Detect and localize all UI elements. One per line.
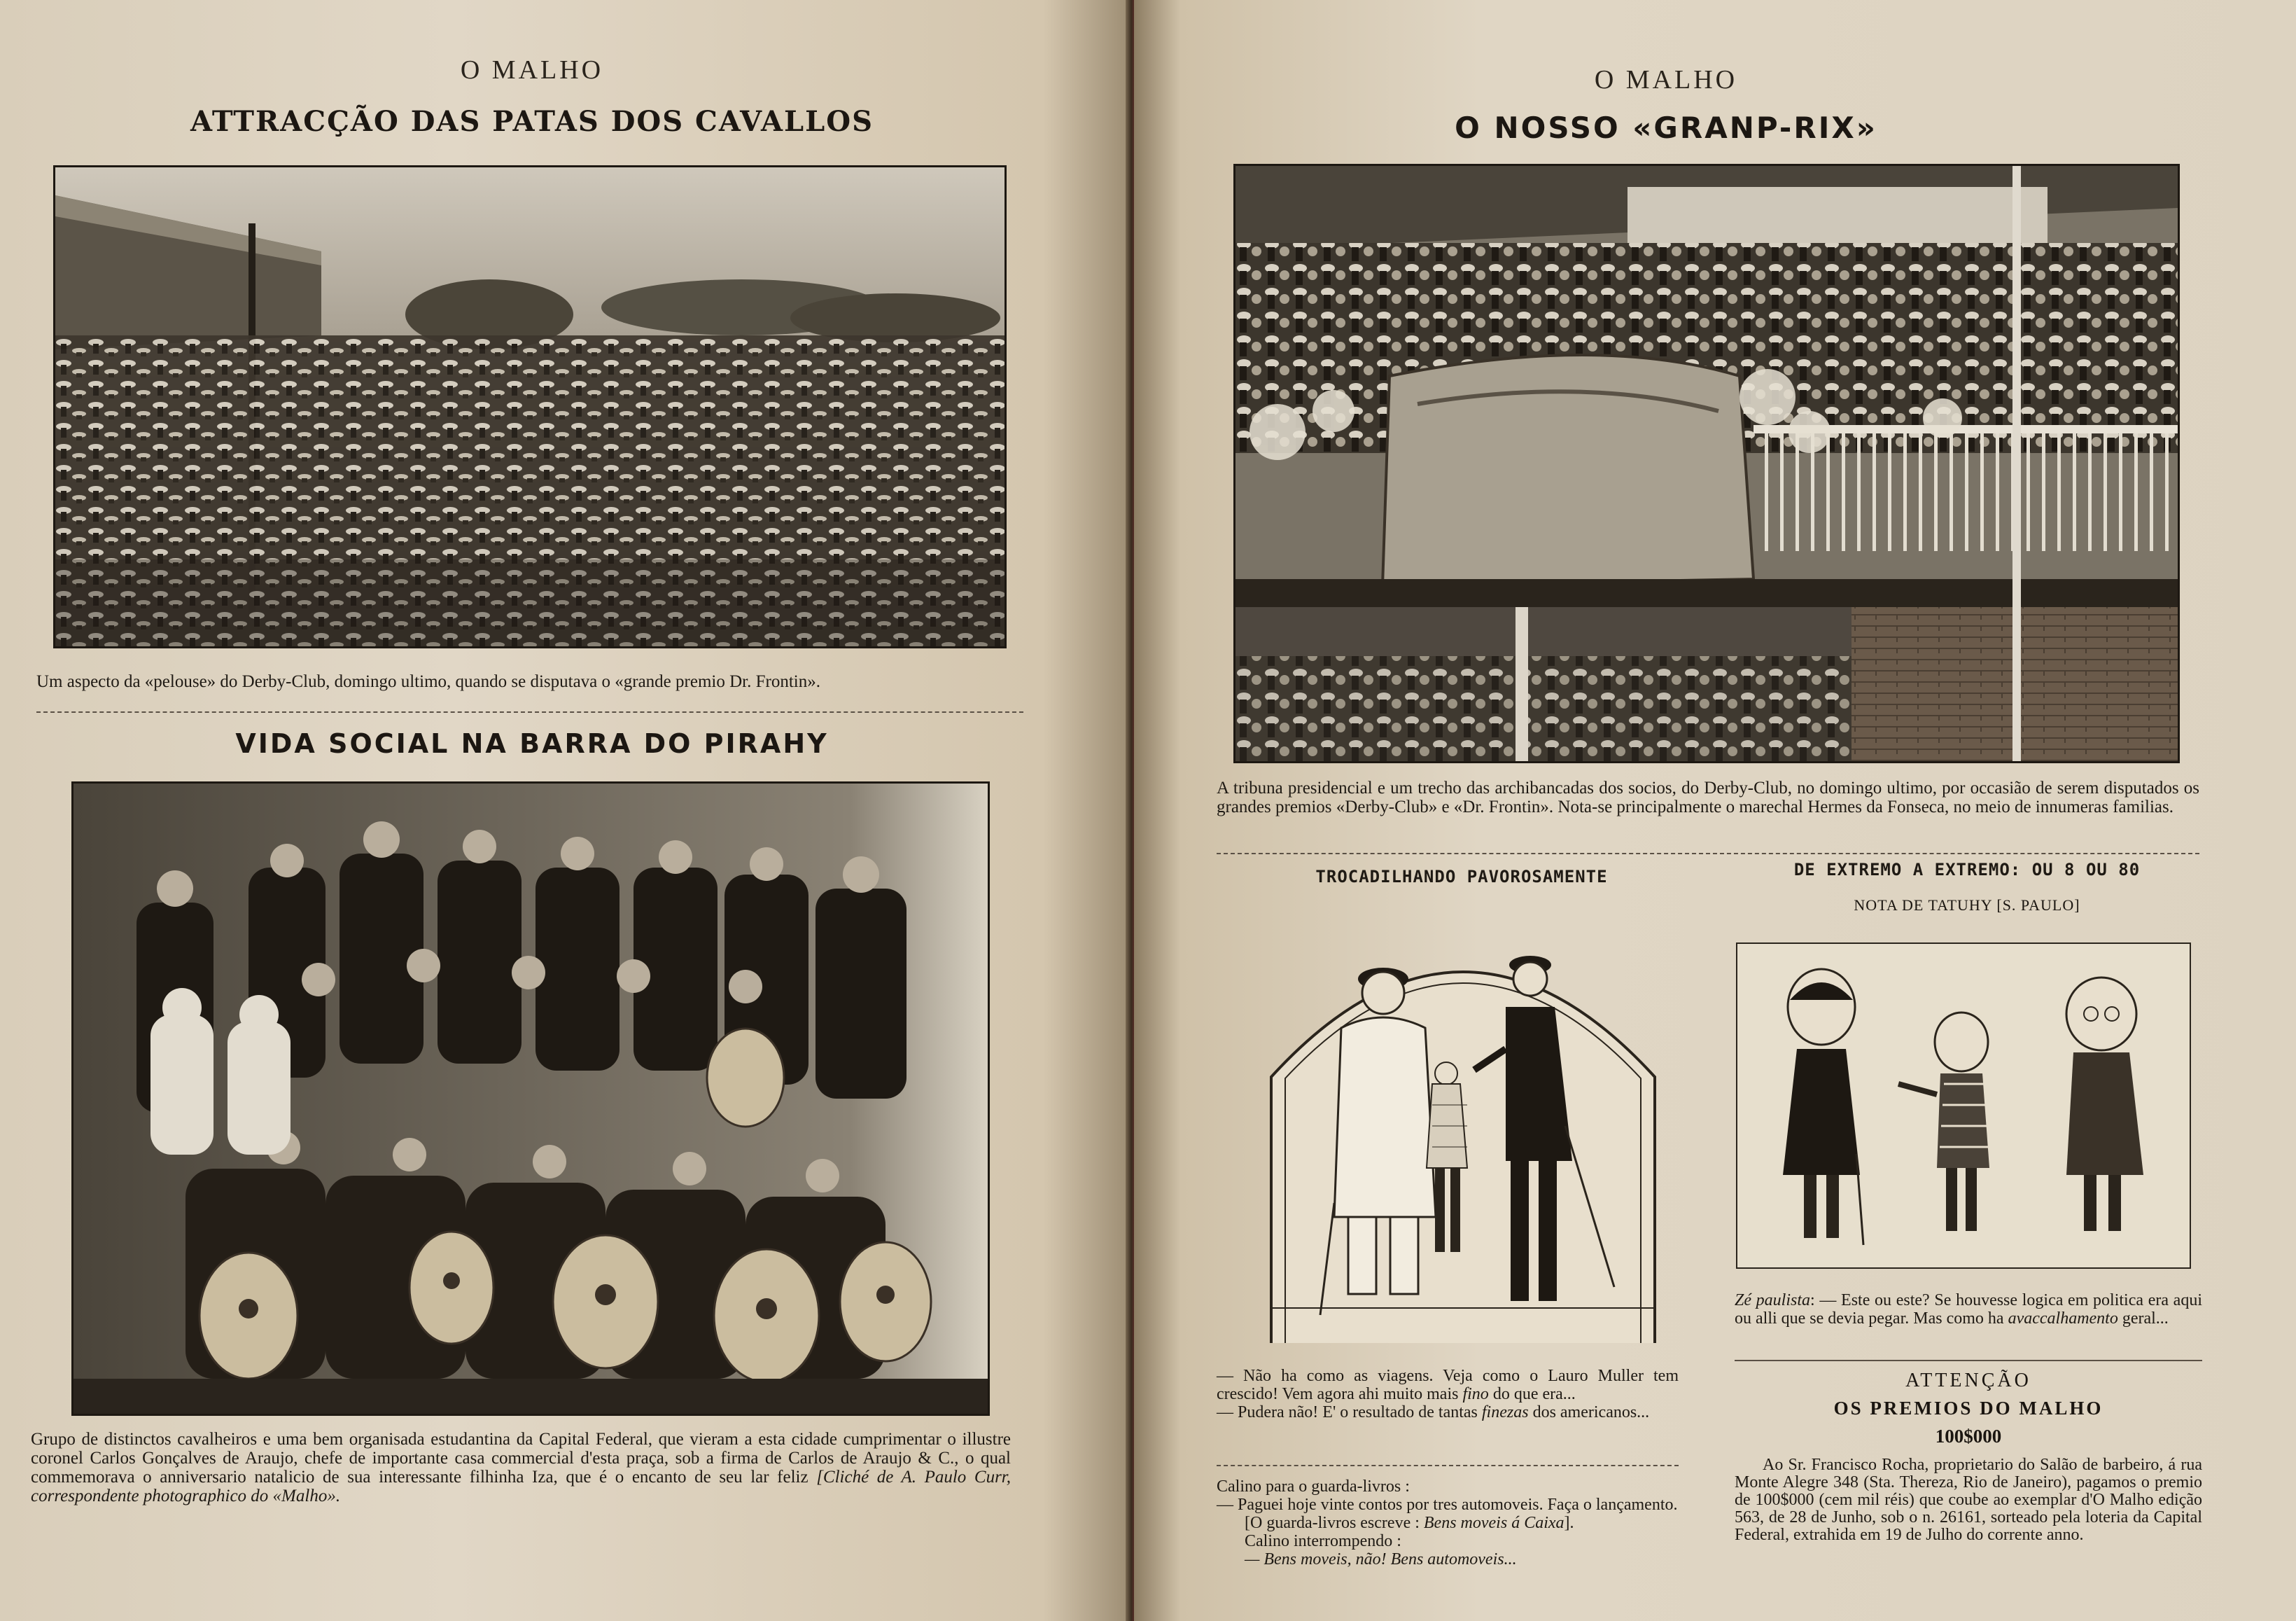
prizes-heading: OS PREMIOS DO MALHO	[1833, 1398, 2104, 1419]
caption-estudantina-lead: Grupo	[31, 1430, 76, 1449]
caption-pelouse: Um aspecto da «pelouse» do Derby-Club, domingo ultimo, quando se disputava o «grande premio Dr. Frontin».	[36, 672, 820, 691]
cartoon-ou-8-ou-80-drawing	[1737, 944, 2190, 1267]
caption-estudantina	[31, 1430, 1011, 1505]
calino-line3-it: Bens moveis á Caixa	[1423, 1514, 1564, 1532]
divider-right-1	[1217, 853, 2199, 854]
left-page	[0, 0, 1134, 1621]
caption-ze-paulista	[1735, 1291, 2202, 1328]
dialogue-viagens-d: dos americanos...	[1532, 1403, 1650, 1421]
caption-estudantina-text: de distinctos cavalheiros e uma bem organisada estudantina da Capital Federal, que vieram a esta cidade cumprimentar o illustre coronel Carlos Gonçalves de Araujo, chefe de importante casa commercial d'esta praça, sob a firma de Carlos de Araujo & C., o qual commemorava o anniversario natalicio de sua interessante filhinha Iza, que é o encanto de seu lar feliz	[31, 1430, 1011, 1487]
title-trocadilhando: TROCADILHANDO PAVOROSAMENTE	[1315, 867, 1608, 886]
calino-line3-end: ].	[1564, 1514, 1574, 1532]
dialogue-viagens-a: — Não ha como as viagens. Veja como o Lauro Muller tem crescido! Vem agora ahi muito mais	[1217, 1367, 1679, 1403]
cartoon-lauro-muller-drawing	[1264, 895, 1662, 1343]
prize-amount: 100$000	[1935, 1426, 2002, 1447]
photo-tribuna-graphic	[1236, 166, 2178, 761]
ze-paulista-it: avaccalhamento	[2008, 1309, 2118, 1328]
headline-granp-rix: O NOSSO «GRANP-RIX»	[1455, 111, 1877, 145]
photo-estudantina-group	[71, 781, 990, 1416]
divider-col2	[1735, 1360, 2202, 1361]
attention-heading: ATTENÇÃO	[1905, 1370, 2031, 1391]
photo-group-graphic	[74, 784, 988, 1414]
masthead-right: O MALHO	[1594, 65, 1738, 95]
prize-text: Ao Sr. Francisco Rocha, proprietario do Salão de barbeiro, á rua Monte Alegre 348 (Sta. Thereza, Rio de Janeiro), pagamos o premio de 100$000 (cem mil réis) que coube ao exemplar d'O Malho edição 563, de 28 de Junho, sob o n. 26161, sorteado pela loteria da Capital Federal, extrahida em 19 de Julho do corrente anno.	[1735, 1456, 2202, 1544]
photo-tribuna-presidencial	[1233, 164, 2180, 763]
masthead-left: O MALHO	[460, 55, 604, 85]
cartoon-ou-8-ou-80	[1736, 942, 2191, 1269]
dialogue-calino	[1217, 1477, 1679, 1568]
photo-crowd-pelouse	[53, 165, 1007, 648]
dialogue-viagens-finezas: finezas	[1481, 1403, 1529, 1421]
calino-line3-a: [O guarda-livros escreve :	[1245, 1514, 1420, 1532]
ze-paulista-a: : — Este ou este? Se houvesse logica em politica era aqui ou alli que se devia pegar. Mas como ha	[1735, 1291, 2202, 1328]
calino-line3	[1217, 1514, 1679, 1532]
title-extremo: DE EXTREMO A EXTREMO: OU 8 OU 80	[1793, 860, 2141, 879]
calino-line5: — Bens moveis, não! Bens automoveis...	[1245, 1550, 1517, 1568]
calino-line2: — Paguei hoje vinte contos por tres automoveis. Faça o lançamento.	[1217, 1496, 1678, 1514]
dialogue-viagens	[1217, 1367, 1679, 1421]
caption-estudantina-credit: [Cliché de A. Paulo Curr, correspondente photographico do «Malho».	[31, 1468, 1011, 1505]
divider-col1	[1217, 1465, 1679, 1466]
dialogue-viagens-fino: fino	[1462, 1385, 1489, 1403]
cartoon-lauro-muller	[1264, 895, 1662, 1343]
ze-paulista-b: geral...	[2122, 1309, 2169, 1328]
divider-left-1	[36, 711, 1023, 713]
ze-paulista-lead: Zé paulista	[1735, 1291, 1811, 1309]
photo-crowd-graphic	[55, 167, 1004, 646]
subtitle-tatuhy: NOTA DE TATUHY [S. PAULO]	[1854, 896, 2080, 914]
calino-line4: Calino interrompendo :	[1245, 1532, 1401, 1550]
calino-line1: Calino para o guarda-livros :	[1217, 1477, 1410, 1496]
headline-vida-social: VIDA SOCIAL NA BARRA DO PIRAHY	[235, 728, 829, 759]
dialogue-viagens-b: do que era...	[1492, 1385, 1576, 1403]
dialogue-viagens-c: — Pudera não! E' o resultado de tantas	[1217, 1403, 1478, 1421]
headline-attraccao: ATTRACÇÃO DAS PATAS DOS CAVALLOS	[190, 105, 874, 138]
right-page	[1134, 0, 2296, 1621]
caption-tribuna: A tribuna presidencial e um trecho das archibancadas dos socios, do Derby-Club, no domingo ultimo, por occasião de serem disputados os grandes premios «Derby-Club» e «Dr. Frontin». Nota-se principalmente o marechal Hermes da Fonseca, no meio de innumeras familias.	[1217, 779, 2199, 816]
